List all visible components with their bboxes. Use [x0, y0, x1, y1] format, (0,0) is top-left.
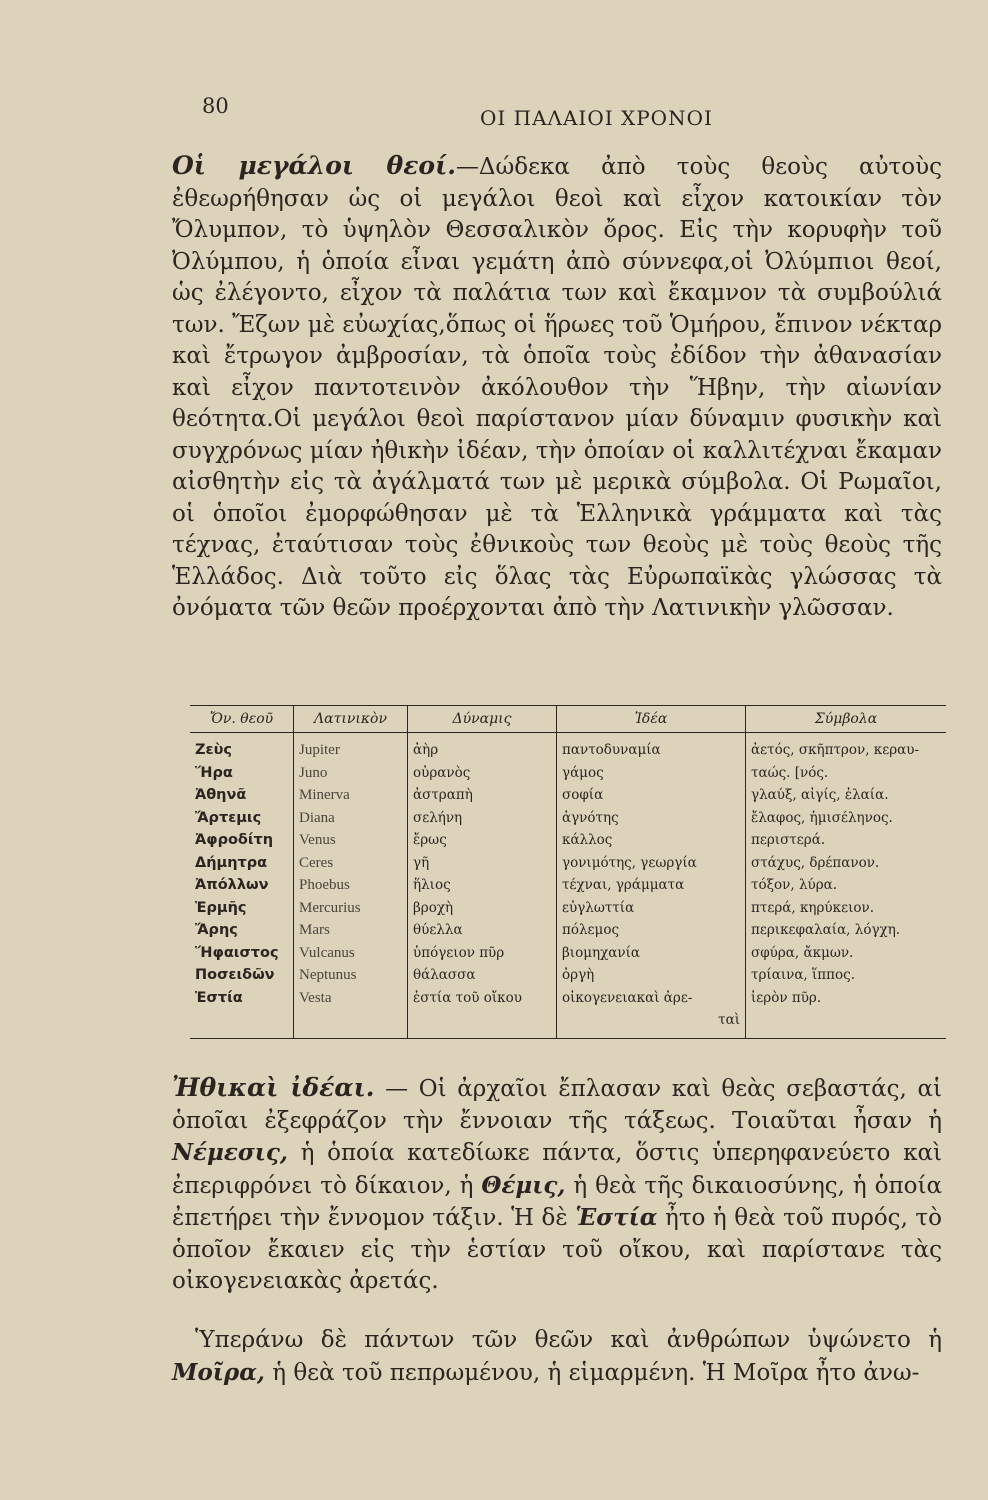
table-cell: Ceres [299, 854, 334, 871]
table-cell: Venus [299, 832, 336, 848]
table-cell: ταὶ [718, 1012, 740, 1028]
header-latin: Λατινικὸν [294, 706, 408, 733]
table-cell: ἱερὸν πῦρ. [751, 989, 822, 1006]
column-latin-names [294, 733, 408, 1039]
table-cell: περιστερά. [751, 832, 826, 848]
table-cell: ἀὴρ [413, 742, 439, 758]
table-cell: παντοδυναμία [562, 742, 661, 758]
table-cell: Δήμητρα [195, 854, 268, 871]
section-heading: Ἠθικαὶ ἰδέαι. [172, 1073, 375, 1102]
section-heading: Οἱ μεγάλοι θεοί. [172, 151, 456, 180]
table-cell: Ἄρτεμις [195, 809, 262, 826]
table-cell: Ἀπόλλων [195, 877, 269, 893]
paragraph-text: ἡ θεὰ τοῦ πεπρωμένου, ἡ εἱμαρμένη. Ἡ Μοῖρα ἦτο ἀνω- [264, 1359, 920, 1386]
table-cell: Neptunus [299, 967, 357, 983]
table-cell: ἁγνότης [562, 809, 619, 826]
table-cell: θύελλα [413, 922, 463, 938]
paragraph-great-gods [172, 150, 942, 625]
page-number: 80 [202, 94, 229, 118]
header-god-name: Ὄν. θεοῦ [190, 706, 294, 733]
paragraph-fate [172, 1325, 942, 1389]
header-symbols: Σύμβολα [746, 706, 947, 733]
table-cell: τρίαινα, ἵππος. [751, 967, 856, 983]
table-cell: σελήνη [413, 809, 463, 826]
table-cell: Vesta [299, 989, 332, 1006]
table-cell: γῆ [413, 854, 430, 871]
table-cell: Ζεὺς [195, 742, 232, 758]
goddess-name: Νέμεσις, [172, 1139, 288, 1166]
table-cell: Juno [299, 764, 328, 781]
paragraph-text: ἦτο ἡ θεὰ τοῦ πυρός, τὸ ὁποῖον ἔκαιεν εἰς τὴν ἑστίαν τοῦ οἴκου, καὶ παρίστανε τὰς οἰκογενειακὰς ἀρετάς. [172, 1205, 942, 1294]
table-cell: τέχναι, γράμματα [562, 877, 685, 893]
table-cell: στάχυς, δρέπανον. [751, 854, 880, 871]
goddess-name: Ἑστία [575, 1204, 658, 1231]
paragraph-moral-ideas [172, 1072, 942, 1298]
gods-table [190, 705, 946, 1039]
table-cell: βιομηχανία [562, 944, 641, 961]
running-head: ΟΙ ΠΑΛΑΙΟΙ ΧΡΟΝΟΙ [480, 106, 713, 130]
column-idea [557, 733, 746, 1039]
table-cell: Ἑστία [195, 989, 243, 1006]
header-idea: Ἰδέα [557, 706, 746, 733]
paragraph-text: — Οἱ ἀρχαῖοι ἔπλασαν καὶ θεὰς σεβαστάς, αἱ ὁποῖαι ἐξεφράζον τὴν ἔννοιαν τῆς τάξεως. Τοιαῦται ἦσαν ἡ [172, 1076, 943, 1134]
table-cell: σοφία [562, 787, 604, 803]
table-cell: Mars [299, 922, 330, 938]
table-cell: Ποσειδῶν [195, 967, 275, 983]
table-cell: τόξον, λύρα. [751, 877, 838, 893]
goddess-name: Θέμις, [481, 1171, 566, 1199]
table-cell: εὐγλωττία [562, 899, 635, 916]
table-cell: Mercurius [299, 899, 361, 916]
table-cell: οἰκογενειακαὶ ἀρε- [562, 989, 693, 1006]
table-cell: Phoebus [299, 877, 350, 893]
table-cell: πτερά, κηρύκειον. [751, 899, 874, 916]
table-cell: ἀετός, σκῆπτρον, κεραυ- [751, 742, 920, 758]
table-cell: ἔλαφος, ἡμισέληνος. [751, 809, 893, 826]
table-cell: περικεφαλαία, λόγχη. [751, 922, 901, 938]
paragraph-text: ἡ ὁποία κατεδίωκε πάντα, ὅστις ὑπερηφανεύετο καὶ ἐπεριφρόνει τὸ δίκαιον, ἡ [172, 1140, 942, 1199]
table-cell: ἥλιος [413, 877, 451, 893]
header-power: Δύναμις [408, 706, 557, 733]
table-cell: ἑστία τοῦ οἴκου [413, 989, 522, 1006]
paragraph-text: Ὑπεράνω δὲ πάντων τῶν θεῶν καὶ ἀνθρώπων ὑψώνετο ἡ [195, 1327, 942, 1353]
table-cell: Ἑρμῆς [195, 899, 247, 916]
table-cell: Ἀθηνᾶ [195, 787, 247, 803]
table-cell: σφύρα, ἄκμων. [751, 944, 854, 961]
table-cell: γάμος [562, 764, 604, 781]
table-cell: θάλασσα [413, 967, 476, 983]
table-cell: Vulcanus [299, 944, 355, 961]
table-cell: πόλεμος [562, 922, 620, 938]
table-cell: Ἄρης [195, 922, 238, 938]
table-cell: οὐρανὸς [413, 764, 471, 781]
goddess-name: Μοῖρα, [172, 1358, 265, 1386]
table-cell: Ἀφροδίτη [195, 832, 274, 848]
table-cell: ταώς. [νός. [751, 764, 829, 781]
table-cell: Minerva [299, 787, 350, 803]
table-cell: Diana [299, 809, 335, 826]
table-cell: γλαύξ, αἰγίς, ἐλαία. [751, 787, 889, 803]
paragraph-text: ἡ θεὰ τῆς δικαιοσύνης, ἡ ὁποία ἐπετήρει τὴν ἔννομον τάξιν. Ἡ δὲ [172, 1172, 942, 1231]
table-cell: βροχὴ [413, 899, 454, 916]
paragraph-text: —Δώδεκα ἀπὸ τοὺς θεοὺς αὐτοὺς ἐθεωρήθησαν ὡς οἱ μεγάλοι θεοὶ καὶ εἶχον κατοικίαν τὸν Ὄλυμπον, τὸ ὑψηλὸν Θεσσαλικὸν ὄρος. Εἰς τὴν κορυφὴν τοῦ Ὀλύμπου, ἡ ὁποία εἶναι γεμάτη ἀπὸ σύννεφα,οἱ Ὀλύμπιοι θεοί, ὡς ἐλέγοντο, εἶχον τὰ παλάτια των καὶ ἔκαμνον τὰ συμβούλιά των. Ἔζων μὲ εὐωχίας,ὅπως οἱ ἥρωες τοῦ Ὁμήρου, ἔπινον νέκταρ καὶ ἔτρωγον ἀμβροσίαν, τὰ ὁποῖα τοὺς ἐδίδον τὴν ἀθανασίαν καὶ εἶχον παντοτεινὸν ἀκόλουθον τὴν Ἥβην, τὴν αἰωνίαν θεότητα.Οἱ μεγάλοι θεοὶ παρίστανον μίαν δύναμιν φυσικὴν καὶ συγχρόνως μίαν ἠθικὴν ἰδέαν, τὴν ὁποίαν οἱ καλλιτέχναι ἔκαμαν αἰσθητὴν εἰς τὰ ἀγάλματά των μὲ μερικὰ σύμβολα. Οἱ Ρωμαῖοι, οἱ ὁποῖοι ἐμορφώθησαν μὲ τὰ Ἑλληνικὰ γράμματα καὶ τὰς τέχνας, ἐταύτισαν τοὺς ἐθνικοὺς των θεοὺς μὲ τοὺς θεοὺς τῆς Ἑλλάδος. Διὰ τοῦτο εἰς ὅλας τὰς Εὐρωπαϊκὰς γλώσσας τὰ ὀνόματα τῶν θεῶν προέρχονται ἀπὸ τὴν Λατινικὴν γλῶσσαν. [172, 154, 942, 621]
table-cell: Ἥφαιστος [195, 944, 279, 961]
table-cell: ὑπόγειον πῦρ [413, 944, 505, 961]
column-greek-names [190, 733, 294, 1039]
table-cell: Jupiter [299, 742, 340, 758]
table-cell: ὀργὴ [562, 967, 595, 983]
column-power [408, 733, 557, 1039]
column-symbols [746, 733, 947, 1039]
table-cell: ἔρως [413, 832, 447, 848]
table-cell: ἀστραπὴ [413, 787, 473, 803]
table-cell: Ἥρα [195, 764, 233, 781]
table-cell: κάλλος [562, 832, 613, 848]
table-cell: γονιμότης, γεωργία [562, 854, 697, 871]
